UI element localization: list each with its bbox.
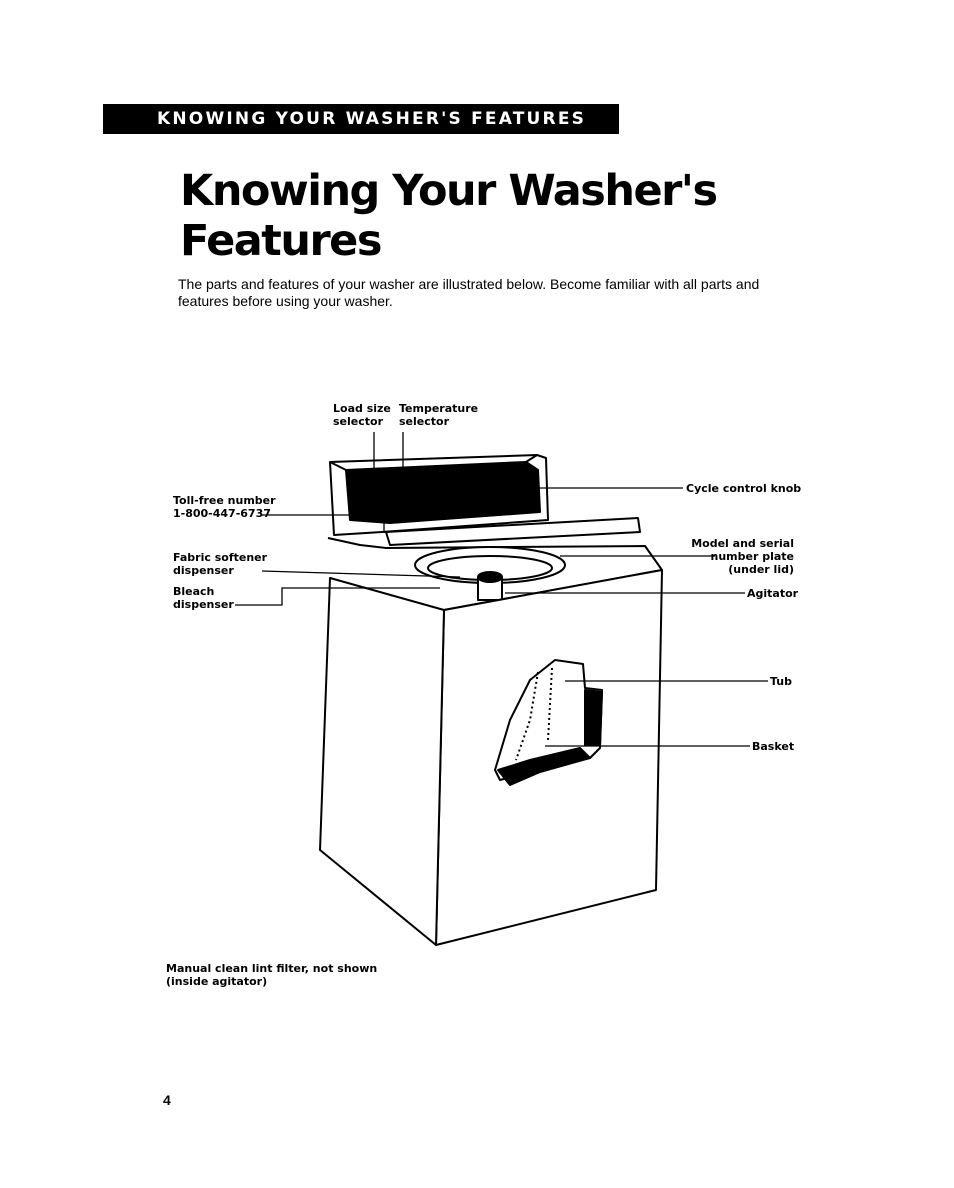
- label-model-serial-line-3: (under lid): [728, 563, 794, 576]
- cabinet-side: [320, 578, 444, 945]
- label-temperature-line-2: selector: [399, 415, 449, 428]
- label-load-size: [333, 402, 391, 428]
- section-banner: KNOWING YOUR WASHER'S FEATURES: [103, 104, 619, 134]
- label-cycle-knob: Cycle control knob: [686, 482, 802, 495]
- label-fabric-softener-line-2: dispenser: [173, 564, 234, 577]
- label-bleach: [173, 585, 234, 611]
- console-dark-face: [346, 462, 540, 523]
- label-toll-free: [173, 494, 276, 520]
- label-basket: Basket: [752, 740, 795, 753]
- page-number: 4: [163, 1092, 171, 1108]
- label-load-size-line-2: selector: [333, 415, 383, 428]
- label-toll-free-line-1: Toll-free number: [173, 494, 276, 507]
- label-temperature-line-1: Temperature: [399, 402, 479, 415]
- intro-paragraph: The parts and features of your washer are illustrated below. Become familiar with all parts and features before using your washer.: [178, 276, 760, 309]
- label-fabric-softener-line-1: Fabric softener: [173, 551, 268, 564]
- label-lint-filter-line-2: (inside agitator): [166, 975, 268, 988]
- label-fabric-softener: [173, 551, 267, 577]
- label-model-serial-line-2: number plate: [710, 550, 794, 563]
- label-toll-free-line-2: 1-800-447-6737: [173, 507, 271, 520]
- label-model-serial: [691, 537, 794, 576]
- label-lint-filter: [166, 962, 377, 988]
- label-agitator: Agitator: [747, 587, 799, 600]
- label-tub: Tub: [770, 675, 792, 688]
- page-title-line-1: Knowing Your Washer's: [180, 166, 717, 216]
- label-bleach-line-2: dispenser: [173, 598, 234, 611]
- label-lint-filter-line-1: Manual clean lint filter, not shown: [166, 962, 378, 975]
- page-title-line-2: Features: [180, 216, 381, 266]
- label-load-size-line-1: Load size: [333, 402, 391, 415]
- label-model-serial-line-1: Model and serial: [691, 537, 794, 550]
- label-bleach-line-1: Bleach: [173, 585, 215, 598]
- label-temperature: [399, 402, 478, 428]
